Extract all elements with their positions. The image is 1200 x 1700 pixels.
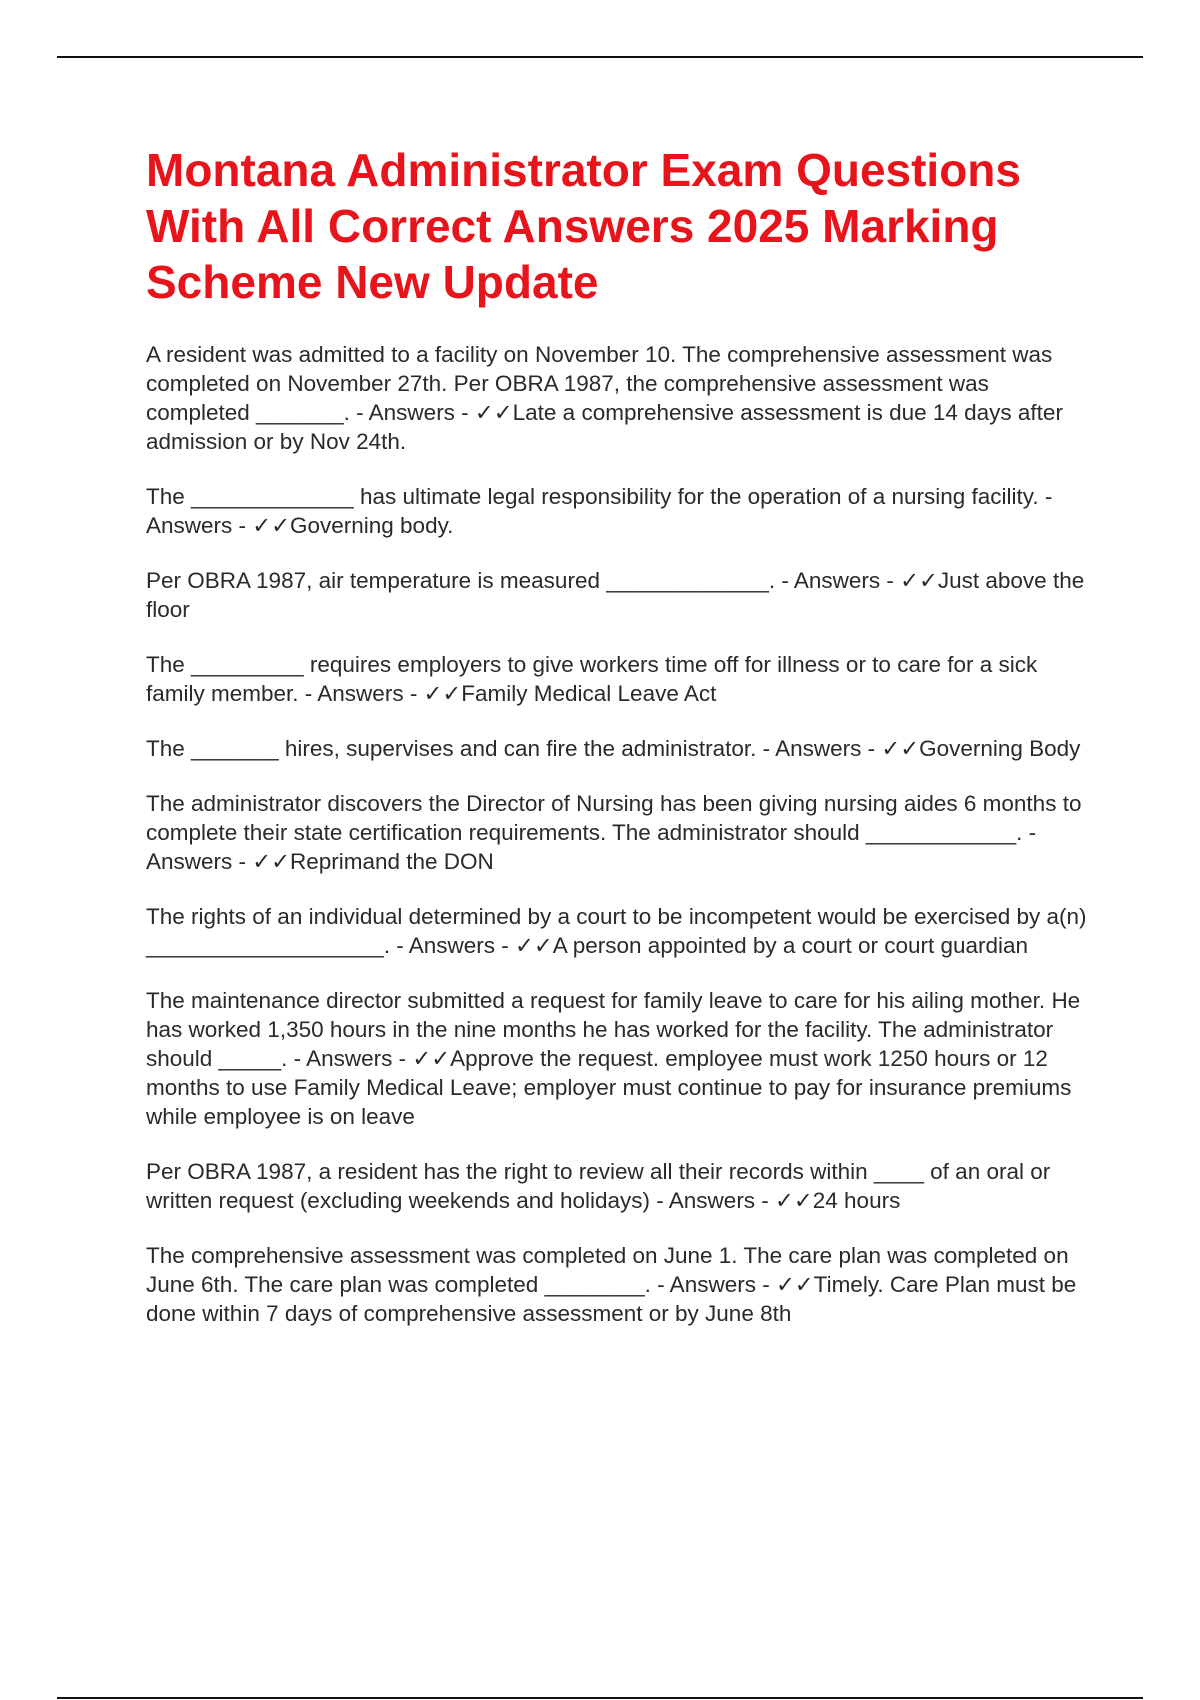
question-item-1: A resident was admitted to a facility on November 10. The comprehensive assessment was completed on November 27th. Per OBRA 1987, the comprehensive assessment was completed _______. - Answers - ✓✓Late a comprehensive assessment is due 14 days after admission or by Nov 24th. (146, 342, 1063, 454)
question-item-6: The administrator discovers the Director of Nursing has been giving nursing aides 6 months to complete their state certification requirements. The administrator should ____________. - Answers - ✓✓Reprimand the DON (146, 791, 1082, 874)
question-item-3: Per OBRA 1987, air temperature is measured _____________. - Answers - ✓✓Just above the floor (146, 568, 1085, 622)
document-body (146, 142, 1091, 1354)
footer-rule (57, 1697, 1143, 1699)
question-item-2: The _____________ has ultimate legal responsibility for the operation of a nursing facility. - Answers - ✓✓Governing body. (146, 484, 1053, 538)
document-title: Montana Administrator Exam Questions With All Correct Answers 2025 Marking Scheme New Update (146, 144, 1021, 308)
question-item-4: The _________ requires employers to give workers time off for illness or to care for a sick family member. - Answers - ✓✓Family Medical Leave Act (146, 652, 1038, 706)
question-item-10: The comprehensive assessment was completed on June 1. The care plan was completed on June 6th. The care plan was completed ________. - Answers - ✓✓Timely. Care Plan must be done within 7 days of comprehensive assessment or by June 8th (146, 1243, 1077, 1326)
question-item-8: The maintenance director submitted a request for family leave to care for his ailing mother. He has worked 1,350 hours in the nine months he has worked for the facility. The administrator should _____. - Answers - ✓✓Approve the request. employee must work 1250 hours or 12 months to use Family Medical Leave; employer must continue to pay for insurance premiums while employee is on leave (146, 988, 1081, 1129)
question-item-7: The rights of an individual determined by a court to be incompetent would be exercised by a(n) ___________________. - Answers - ✓✓A person appointed by a court or court guardian (146, 904, 1087, 958)
header-rule (57, 56, 1143, 58)
question-item-5: The _______ hires, supervises and can fire the administrator. - Answers - ✓✓Governing Body (146, 736, 1081, 761)
question-item-9: Per OBRA 1987, a resident has the right to review all their records within ____ of an oral or written request (excluding weekends and holidays) - Answers - ✓✓24 hours (146, 1159, 1051, 1213)
